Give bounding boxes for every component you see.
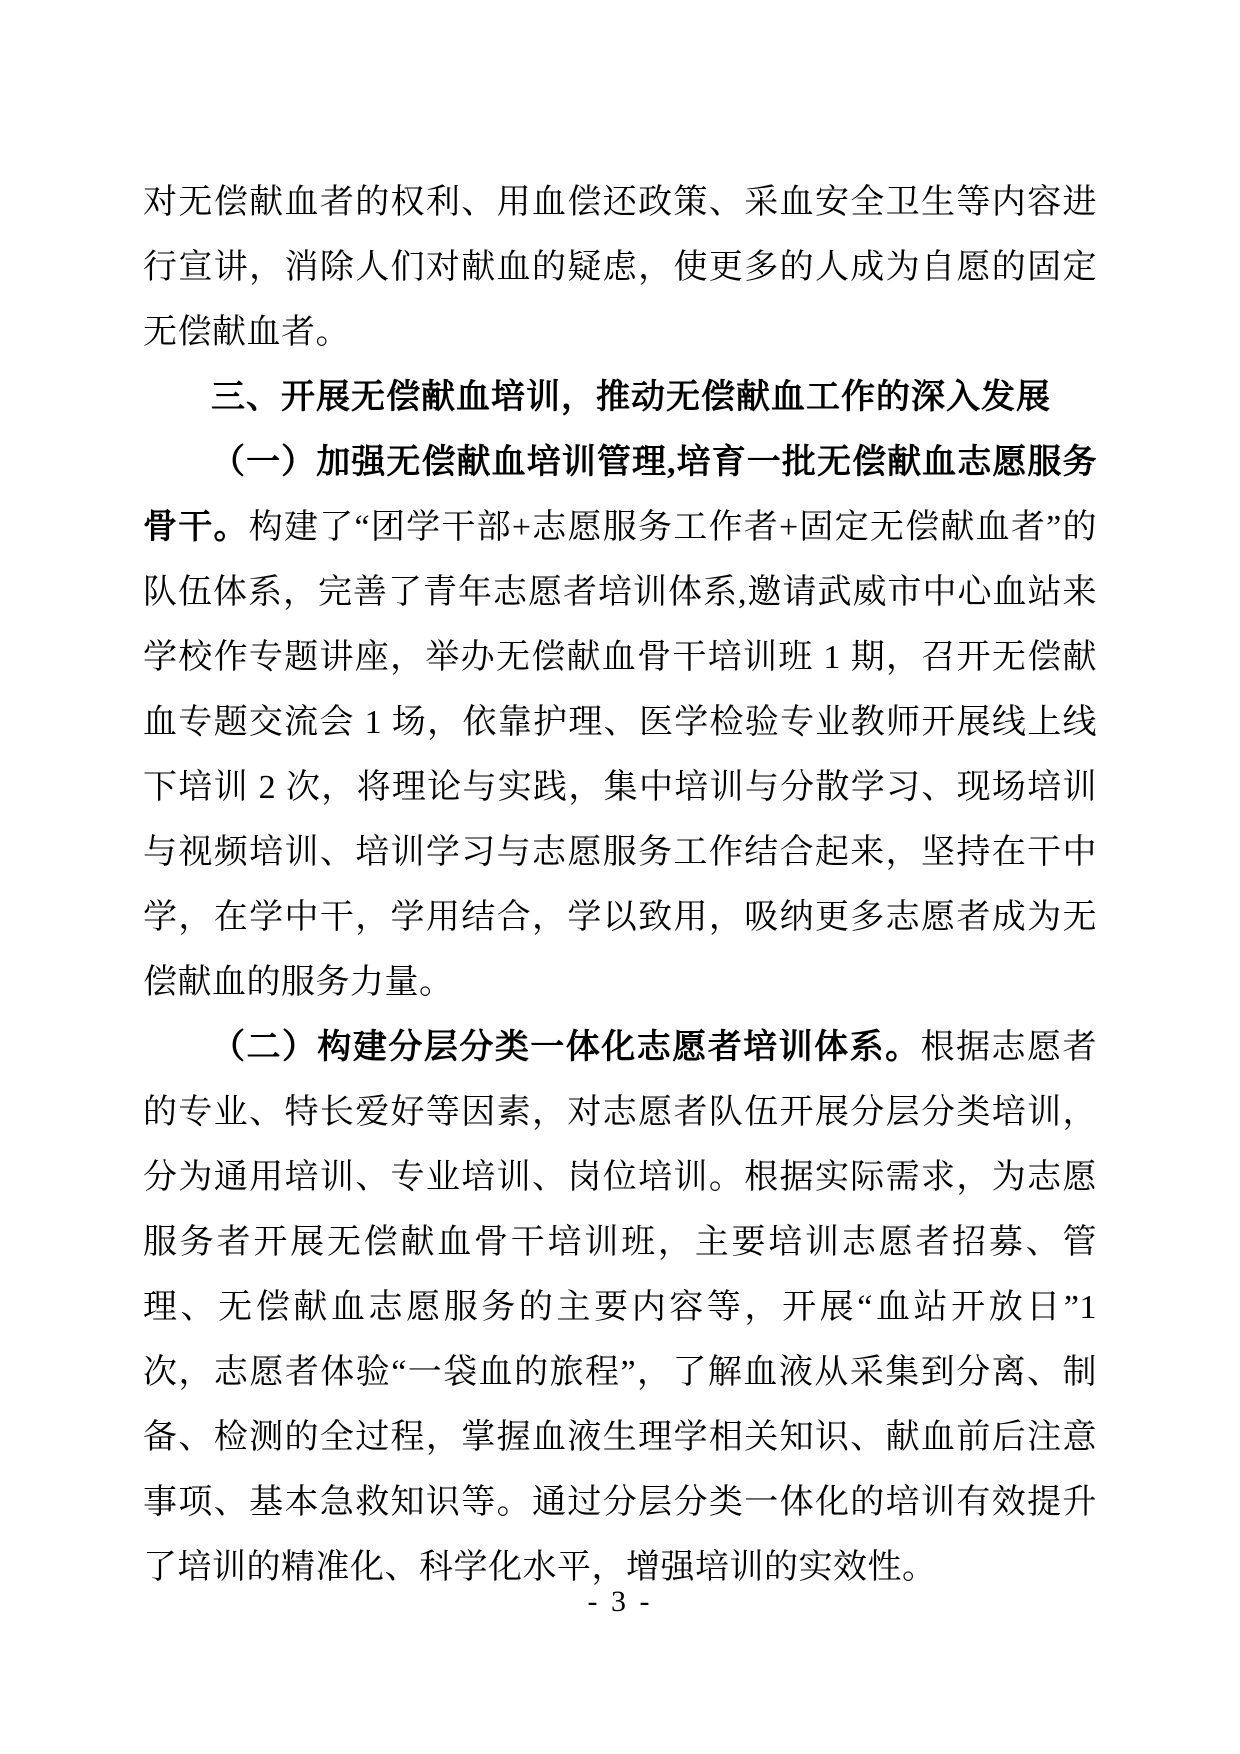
page-number: - 3 - <box>587 1585 653 1618</box>
paragraph-subsection-1 <box>143 430 1097 1015</box>
paragraph-subsection-2 <box>143 1015 1097 1600</box>
paragraph-continuation: 对无偿献血者的权利、用血偿还政策、采血安全卫生等内容进行宣讲，消除人们对献血的疑虑，使更多的人成为自愿的固定无偿献血者。 <box>143 184 1097 351</box>
document-body <box>143 170 1097 1600</box>
subsection-2-lead: （二）构建分层分类一体化志愿者培训体系。 <box>211 1029 921 1066</box>
subsection-2-text: 根据志愿者的专业、特长爱好等因素，对志愿者队伍开展分层分类培训，分为通用培训、专业培训、岗位培训。根据实际需求，为志愿服务者开展无偿献血骨干培训班，主要培训志愿者招募、管理、无偿献血志愿服务的主要内容等，开展“血站开放日”1 次，志愿者体验“一袋血的旅程”，了解血液从采集到分离、制备、检测的全过程，掌握血液生理学相关知识、献血前后注意事项、基本急救知识等。通过分层分类一体化的培训有效提升了培训的精准化、科学化水平，增强培训的实效性。 <box>143 1029 1098 1586</box>
subsection-1-lead: （一）加强无偿献血培训管理,培育一批无偿献血志愿服务骨干。 <box>143 444 1097 546</box>
section-heading: 三、开展无偿献血培训，推动无偿献血工作的深入发展 <box>211 378 1051 416</box>
subsection-1-text: 构建了“团学干部+志愿服务工作者+固定无偿献血者”的队伍体系，完善了青年志愿者培训体系,邀请武威市中心血站来学校作专题讲座，举办无偿献血骨干培训班 1 期，召开无偿献血专题交流会 1 场，依靠护理、医学检验专业教师开展线上线下培训 2 次，将理论与实践，集中培训与分散学习、现场培训与视频培训、培训学习与志愿服务工作结合起来，坚持在干中学，在学中干，学用结合，学以致用，吸纳更多志愿者成为无偿献血的服务力量。 <box>143 509 1098 1001</box>
